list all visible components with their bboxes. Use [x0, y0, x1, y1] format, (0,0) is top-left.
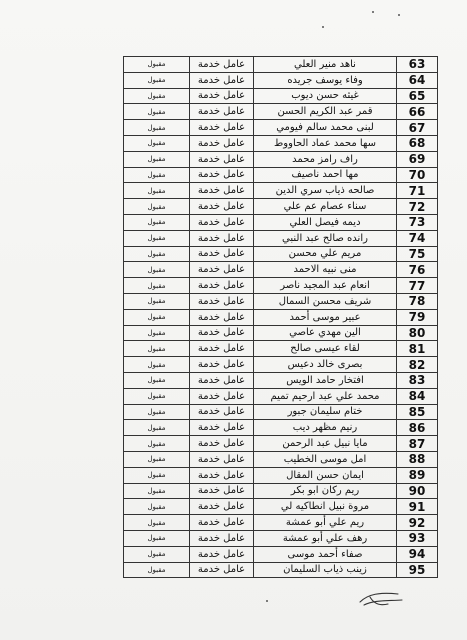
table-row: [124, 151, 438, 167]
name-cell: ختام سليمان جبور: [254, 404, 397, 420]
row-number-cell: 66: [397, 104, 438, 120]
table-row: [124, 120, 438, 136]
name-cell: عبير موسى أحمد: [254, 309, 397, 325]
job-title-cell: عامل خدمة: [190, 293, 254, 309]
row-number-cell: 86: [397, 420, 438, 436]
name-cell: ريم علي أبو عمشة: [254, 515, 397, 531]
status-cell: مقبول: [124, 451, 190, 467]
row-number-cell: 87: [397, 436, 438, 452]
table-row: [124, 388, 438, 404]
name-cell: بصرى خالد دعيس: [254, 357, 397, 373]
job-title-cell: عامل خدمة: [190, 546, 254, 562]
table-row: [124, 104, 438, 120]
job-title-cell: عامل خدمة: [190, 57, 254, 73]
status-cell: مقبول: [124, 483, 190, 499]
status-cell: مقبول: [124, 199, 190, 215]
status-cell: مقبول: [124, 388, 190, 404]
table-row: [124, 230, 438, 246]
status-cell: مقبول: [124, 499, 190, 515]
table-row: [124, 530, 438, 546]
job-title-cell: عامل خدمة: [190, 88, 254, 104]
status-cell: مقبول: [124, 167, 190, 183]
roster-body: [124, 57, 438, 578]
status-cell: مقبول: [124, 230, 190, 246]
status-cell: مقبول: [124, 104, 190, 120]
table-row: [124, 372, 438, 388]
table-row: [124, 88, 438, 104]
table-row: [124, 199, 438, 215]
row-number-cell: 70: [397, 167, 438, 183]
status-cell: مقبول: [124, 214, 190, 230]
job-title-cell: عامل خدمة: [190, 230, 254, 246]
status-cell: مقبول: [124, 404, 190, 420]
name-cell: مها احمد ناصيف: [254, 167, 397, 183]
status-cell: مقبول: [124, 325, 190, 341]
name-cell: ريم ركان ابو بكر: [254, 483, 397, 499]
status-cell: مقبول: [124, 341, 190, 357]
name-cell: راف رامز محمد: [254, 151, 397, 167]
job-title-cell: عامل خدمة: [190, 357, 254, 373]
status-cell: مقبول: [124, 562, 190, 578]
job-title-cell: عامل خدمة: [190, 436, 254, 452]
scan-speck: [372, 11, 374, 13]
table-row: [124, 183, 438, 199]
name-cell: صفاء أحمد موسى: [254, 546, 397, 562]
job-title-cell: عامل خدمة: [190, 183, 254, 199]
status-cell: مقبول: [124, 278, 190, 294]
name-cell: ديمه فيصل العلي: [254, 214, 397, 230]
row-number-cell: 73: [397, 214, 438, 230]
row-number-cell: 75: [397, 246, 438, 262]
row-number-cell: 89: [397, 467, 438, 483]
name-cell: وفاء يوسف جريده: [254, 72, 397, 88]
job-title-cell: عامل خدمة: [190, 404, 254, 420]
row-number-cell: 78: [397, 293, 438, 309]
row-number-cell: 81: [397, 341, 438, 357]
job-title-cell: عامل خدمة: [190, 246, 254, 262]
job-title-cell: عامل خدمة: [190, 341, 254, 357]
table-row: [124, 404, 438, 420]
row-number-cell: 93: [397, 530, 438, 546]
row-number-cell: 88: [397, 451, 438, 467]
name-cell: ايمان حسن المقال: [254, 467, 397, 483]
job-title-cell: عامل خدمة: [190, 278, 254, 294]
table-row: [124, 214, 438, 230]
row-number-cell: 95: [397, 562, 438, 578]
name-cell: رنيم مظهر ديب: [254, 420, 397, 436]
status-cell: مقبول: [124, 88, 190, 104]
name-cell: افتخار حامد الويس: [254, 372, 397, 388]
status-cell: مقبول: [124, 293, 190, 309]
row-number-cell: 84: [397, 388, 438, 404]
name-cell: زينب ذياب السليمان: [254, 562, 397, 578]
status-cell: مقبول: [124, 262, 190, 278]
table-row: [124, 262, 438, 278]
scan-speck: [266, 600, 268, 602]
name-cell: الين مهدي عاصي: [254, 325, 397, 341]
job-title-cell: عامل خدمة: [190, 309, 254, 325]
row-number-cell: 68: [397, 135, 438, 151]
table-row: [124, 515, 438, 531]
status-cell: مقبول: [124, 546, 190, 562]
name-cell: امل موسى الخطيب: [254, 451, 397, 467]
name-cell: شريف محسن السمال: [254, 293, 397, 309]
name-cell: غيثه حسن ديوب: [254, 88, 397, 104]
row-number-cell: 69: [397, 151, 438, 167]
scan-speck: [322, 26, 324, 28]
row-number-cell: 92: [397, 515, 438, 531]
name-cell: منى نبيه الاحمد: [254, 262, 397, 278]
row-number-cell: 72: [397, 199, 438, 215]
name-cell: مروة نبيل انطاكيه لي: [254, 499, 397, 515]
job-title-cell: عامل خدمة: [190, 104, 254, 120]
job-title-cell: عامل خدمة: [190, 515, 254, 531]
name-cell: قمر عبد الكريم الحسن: [254, 104, 397, 120]
row-number-cell: 80: [397, 325, 438, 341]
table-row: [124, 420, 438, 436]
job-title-cell: عامل خدمة: [190, 388, 254, 404]
row-number-cell: 71: [397, 183, 438, 199]
job-title-cell: عامل خدمة: [190, 325, 254, 341]
name-cell: انعام عبد المجيد ناصر: [254, 278, 397, 294]
job-title-cell: عامل خدمة: [190, 120, 254, 136]
row-number-cell: 94: [397, 546, 438, 562]
row-number-cell: 83: [397, 372, 438, 388]
table-row: [124, 562, 438, 578]
status-cell: مقبول: [124, 151, 190, 167]
status-cell: مقبول: [124, 357, 190, 373]
job-title-cell: عامل خدمة: [190, 167, 254, 183]
name-cell: صالحه ذياب سري الدين: [254, 183, 397, 199]
name-cell: رانده صالح عبد النبي: [254, 230, 397, 246]
row-number-cell: 91: [397, 499, 438, 515]
name-cell: رهف علي أبو عمشة: [254, 530, 397, 546]
job-title-cell: عامل خدمة: [190, 467, 254, 483]
row-number-cell: 65: [397, 88, 438, 104]
status-cell: مقبول: [124, 135, 190, 151]
table-row: [124, 309, 438, 325]
roster-table: [123, 56, 438, 578]
table-row: [124, 72, 438, 88]
name-cell: محمد علي عبد ارحيم تميم: [254, 388, 397, 404]
job-title-cell: عامل خدمة: [190, 483, 254, 499]
name-cell: سها محمد عماد الحاووط: [254, 135, 397, 151]
status-cell: مقبول: [124, 120, 190, 136]
job-title-cell: عامل خدمة: [190, 151, 254, 167]
row-number-cell: 67: [397, 120, 438, 136]
row-number-cell: 76: [397, 262, 438, 278]
table-row: [124, 546, 438, 562]
status-cell: مقبول: [124, 372, 190, 388]
table-row: [124, 436, 438, 452]
status-cell: مقبول: [124, 530, 190, 546]
table-row: [124, 499, 438, 515]
table-row: [124, 483, 438, 499]
job-title-cell: عامل خدمة: [190, 214, 254, 230]
table-row: [124, 135, 438, 151]
name-cell: مريم علي محسن: [254, 246, 397, 262]
row-number-cell: 85: [397, 404, 438, 420]
job-title-cell: عامل خدمة: [190, 135, 254, 151]
row-number-cell: 74: [397, 230, 438, 246]
row-number-cell: 90: [397, 483, 438, 499]
table-row: [124, 278, 438, 294]
job-title-cell: عامل خدمة: [190, 562, 254, 578]
job-title-cell: عامل خدمة: [190, 420, 254, 436]
status-cell: مقبول: [124, 72, 190, 88]
status-cell: مقبول: [124, 467, 190, 483]
status-cell: مقبول: [124, 183, 190, 199]
row-number-cell: 77: [397, 278, 438, 294]
table-row: [124, 167, 438, 183]
job-title-cell: عامل خدمة: [190, 499, 254, 515]
scan-speck: [398, 14, 400, 16]
row-number-cell: 63: [397, 57, 438, 73]
job-title-cell: عامل خدمة: [190, 451, 254, 467]
row-number-cell: 82: [397, 357, 438, 373]
table-row: [124, 451, 438, 467]
status-cell: مقبول: [124, 57, 190, 73]
name-cell: ناهد منير العلي: [254, 57, 397, 73]
status-cell: مقبول: [124, 436, 190, 452]
table-row: [124, 467, 438, 483]
table-row: [124, 325, 438, 341]
table-row: [124, 357, 438, 373]
job-title-cell: عامل خدمة: [190, 72, 254, 88]
table-row: [124, 57, 438, 73]
job-title-cell: عامل خدمة: [190, 372, 254, 388]
name-cell: لبنى محمد سالم فيومي: [254, 120, 397, 136]
name-cell: مايا نبيل عبد الرحمن: [254, 436, 397, 452]
status-cell: مقبول: [124, 420, 190, 436]
job-title-cell: عامل خدمة: [190, 199, 254, 215]
table-row: [124, 293, 438, 309]
status-cell: مقبول: [124, 515, 190, 531]
row-number-cell: 64: [397, 72, 438, 88]
signature-mark: [358, 588, 404, 610]
job-title-cell: عامل خدمة: [190, 262, 254, 278]
status-cell: مقبول: [124, 309, 190, 325]
name-cell: سناء عصام عم علي: [254, 199, 397, 215]
name-cell: لقاء عيسى صالح: [254, 341, 397, 357]
table-row: [124, 246, 438, 262]
table-row: [124, 341, 438, 357]
row-number-cell: 79: [397, 309, 438, 325]
status-cell: مقبول: [124, 246, 190, 262]
job-title-cell: عامل خدمة: [190, 530, 254, 546]
